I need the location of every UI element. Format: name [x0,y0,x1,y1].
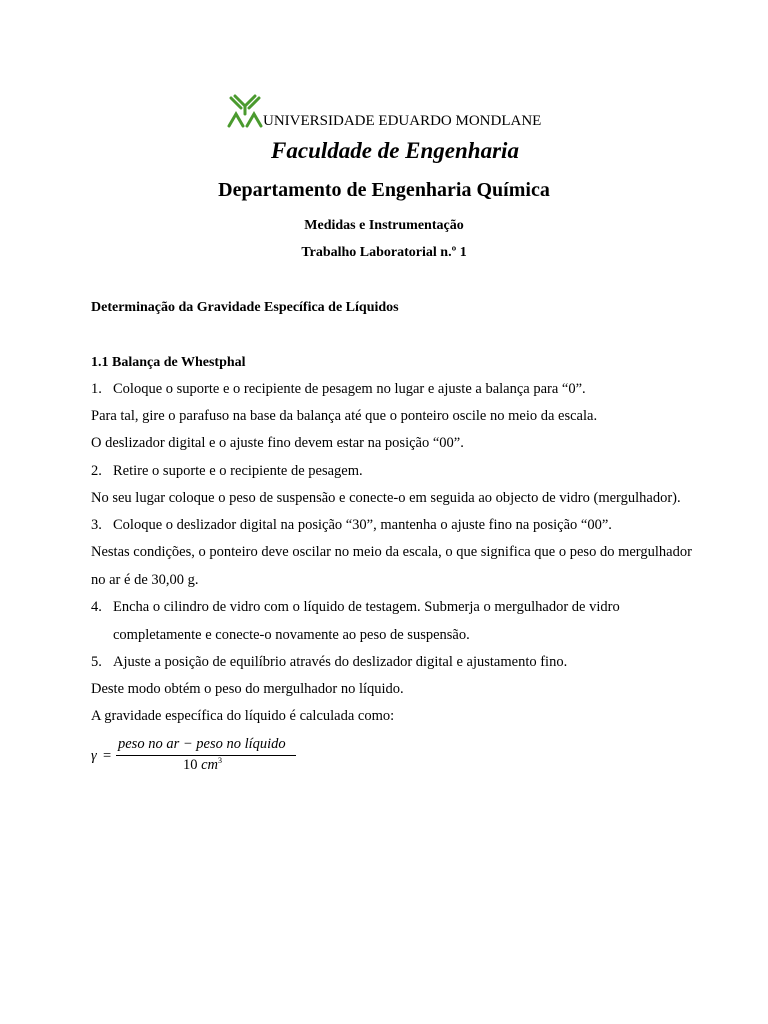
denominator-value: 10 [183,757,198,773]
department-title: Departamento de Engenharia Química [218,179,550,201]
specific-gravity-formula [91,736,311,782]
denominator-exponent: 3 [218,756,223,765]
fraction-bar [116,755,296,756]
section-heading: 1.1 Balança de Whestphal [91,355,246,370]
course-name: Medidas e Instrumentação [304,218,464,233]
step-5 [91,654,567,671]
denominator-unit: cm [201,757,219,773]
step-2-text: Retire o suporte e o recipiente de pesagem. [113,463,363,479]
paragraph-3: No seu lugar coloque o peso de suspensão e conecte-o em seguida ao objecto de vidro (mergulhador). [91,490,681,506]
step-4-continuation: completamente e conecte-o novamente ao peso de suspensão. [113,627,470,643]
document-title: Determinação da Gravidade Específica de Líquidos [91,300,399,315]
equals-sign: = [103,748,112,764]
university-logo [227,94,263,128]
paragraph-5: Deste modo obtém o peso do mergulhador no líquido. [91,681,404,697]
paragraph-6: A gravidade específica do líquido é calculada como: [91,708,395,724]
step-1 [91,381,586,398]
step-2-number: 2. [91,463,102,479]
step-1-number: 1. [91,381,102,397]
gamma-symbol: γ [91,748,97,764]
university-name: UNIVERSIDADE EDUARDO MONDLANE [263,113,542,129]
step-4-text: Encha o cilindro de vidro com o líquido de testagem. Submerja o mergulhador de vidro [113,599,620,615]
paragraph-1: Para tal, gire o parafuso na base da balança até que o ponteiro oscile no meio da escala. [91,408,598,424]
lab-title: Trabalho Laboratorial n.º 1 [301,245,467,260]
paragraph-4-line-1: Nestas condições, o ponteiro deve oscilar no meio da escala, o que significa que o peso do mergulhador [91,544,692,560]
step-5-number: 5. [91,654,102,670]
step-1-text: Coloque o suporte e o recipiente de pesagem no lugar e ajuste a balança para “0”. [113,381,586,397]
paragraph-4-line-2: no ar é de 30,00 g. [91,572,199,588]
faculty-title: Faculdade de Engenharia [271,138,519,163]
step-4 [91,599,620,616]
step-5-text: Ajuste a posição de equilíbrio através do deslizador digital e ajustamento fino. [113,654,568,670]
paragraph-2: O deslizador digital e o ajuste fino devem estar na posição “00”. [91,435,464,451]
formula-numerator: peso no ar − peso no líquido [118,736,286,752]
step-2 [91,463,363,480]
step-3 [91,517,612,534]
step-4-number: 4. [91,599,102,615]
formula-denominator [183,757,222,774]
step-3-number: 3. [91,517,102,533]
step-3-text: Coloque o deslizador digital na posição “30”, mantenha o ajuste fino na posição “00”. [113,517,612,533]
